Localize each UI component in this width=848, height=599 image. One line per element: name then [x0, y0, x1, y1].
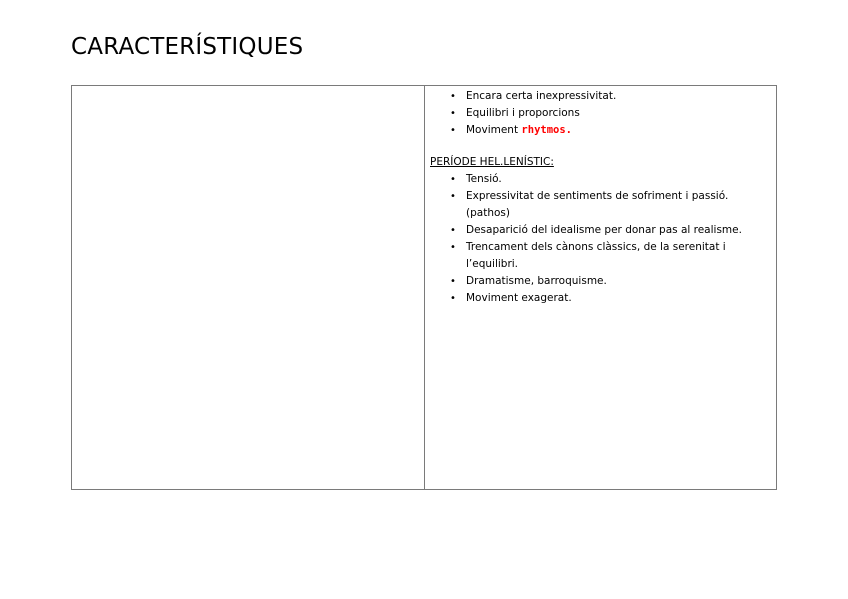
bullet-icon: •	[450, 174, 456, 185]
list-item-text: Tensió.	[466, 173, 502, 185]
bullet-icon: •	[450, 276, 456, 287]
content-table	[71, 85, 777, 490]
list-item-text: Trencament dels cànons clàssics, de la serenitat i l’equilibri.	[466, 241, 726, 270]
list-item	[450, 122, 770, 139]
list-item	[450, 188, 770, 222]
bullet-icon: •	[450, 91, 456, 102]
bullet-icon: •	[450, 293, 456, 304]
bullet-icon: •	[450, 108, 456, 119]
list-item-text: Equilibri i proporcions	[466, 107, 580, 119]
list-item	[450, 290, 770, 307]
section-heading: PERÍODE HEL.LENÍSTIC:	[430, 156, 554, 168]
hellenistic-list	[430, 171, 770, 307]
bullet-icon: •	[450, 125, 456, 136]
list-item-text: Dramatisme, barroquisme.	[466, 275, 607, 287]
bullet-icon: •	[450, 191, 456, 202]
left-column-cell	[72, 86, 425, 489]
list-item-text: Encara certa inexpressivitat.	[466, 90, 617, 102]
page-title: CARACTERÍSTIQUES	[71, 34, 304, 60]
list-item	[450, 239, 770, 273]
list-item	[450, 171, 770, 188]
list-item-text: Expressivitat de sentiments de sofriment i passió. (pathos)	[466, 190, 729, 219]
list-item	[450, 105, 770, 122]
list-item-text: Moviment	[466, 124, 522, 136]
list-item	[450, 222, 770, 239]
right-column-cell	[425, 86, 776, 489]
list-item	[450, 88, 770, 105]
list-item	[450, 273, 770, 290]
list-item-text: Moviment exagerat.	[466, 292, 572, 304]
characteristics-list	[430, 88, 770, 139]
bullet-icon: •	[450, 242, 456, 253]
list-item-text: Desaparició del idealisme per donar pas al realisme.	[466, 224, 742, 236]
highlight-term: rhytmos.	[521, 124, 572, 136]
bullet-icon: •	[450, 225, 456, 236]
